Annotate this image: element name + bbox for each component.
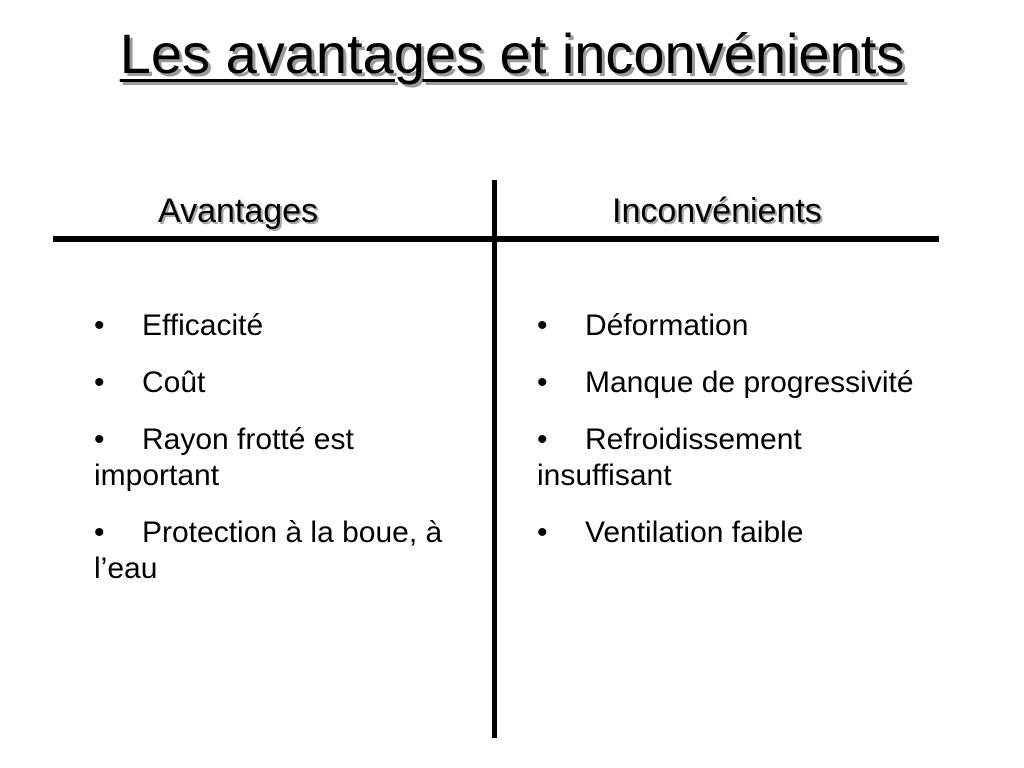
list-item (537, 422, 937, 494)
list-item-text: Efficacité (142, 309, 264, 342)
list-item (537, 308, 937, 344)
avantages-list (94, 308, 474, 608)
bullet-icon: • (94, 423, 105, 456)
list-item (94, 308, 474, 344)
list-item (94, 515, 474, 587)
list-item (537, 515, 937, 551)
bullet-icon: • (94, 309, 105, 342)
page-title: Les avantages et inconvénients (119, 22, 905, 85)
bullet-icon: • (537, 516, 548, 549)
bullet-icon: • (537, 423, 548, 456)
list-item (94, 422, 474, 494)
bullet-icon: • (537, 366, 548, 399)
list-item-text: Protection à la boue, à l’eau (94, 516, 443, 585)
vertical-divider (492, 180, 497, 738)
bullet-icon: • (94, 366, 105, 399)
list-item-text: Manque de progressivité (585, 366, 914, 399)
column-header-avantages: Avantages (158, 192, 319, 230)
bullet-icon: • (537, 309, 548, 342)
list-item (537, 365, 937, 401)
list-item-text: Ventilation faible (585, 516, 804, 549)
list-item-text: Déformation (585, 309, 749, 342)
list-item-text: Rayon frotté est important (94, 423, 354, 492)
column-header-inconvenients: Inconvénients (612, 192, 822, 230)
list-item-text: Refroidissement insuffisant (537, 423, 802, 492)
list-item (94, 365, 474, 401)
inconvenients-list (537, 308, 937, 572)
bullet-icon: • (94, 516, 105, 549)
list-item-text: Coût (142, 366, 206, 399)
